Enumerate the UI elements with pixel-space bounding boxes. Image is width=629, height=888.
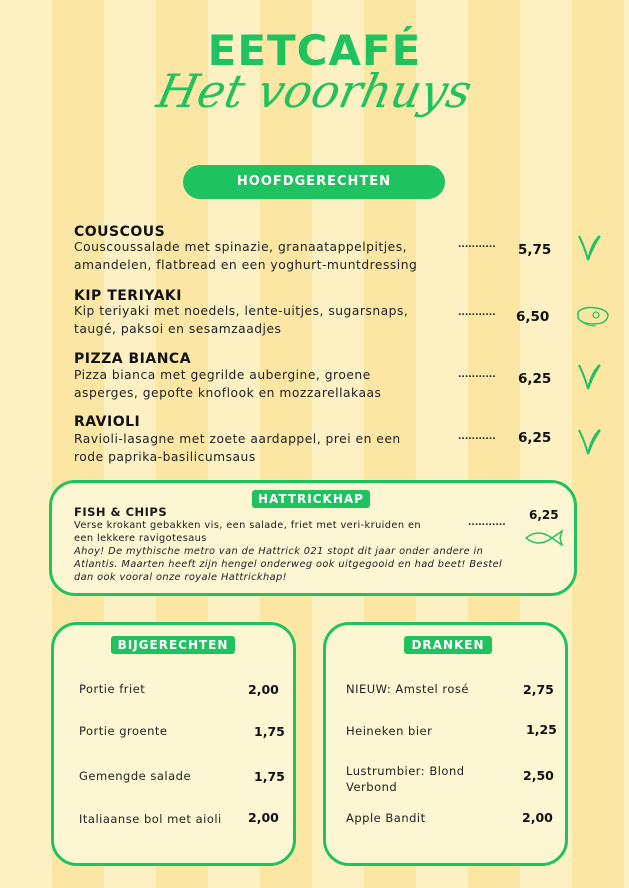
cafe-subtitle: Het voorhuys — [152, 64, 477, 118]
drink-item-label: NIEUW: Amstel rosé — [346, 682, 469, 696]
dot-leader: ........... — [458, 240, 496, 250]
menu-item — [74, 288, 614, 340]
dot-leader: ........... — [458, 308, 496, 318]
dot-leader: ........... — [458, 432, 496, 442]
leaf-icon — [576, 232, 602, 262]
dish-description: Couscoussalade met spinazie, granaatappelpitjes, — [74, 240, 408, 254]
dish-description: amandelen, flatbread en een yoghurt-muntdressing — [74, 258, 418, 272]
dish-name: COUSCOUS — [74, 224, 166, 240]
drinks-box — [323, 622, 568, 866]
fish-icon — [524, 528, 564, 548]
special-description: Verse krokant gebakken vis, een salade, friet met veri-kruiden en — [74, 520, 422, 531]
dish-price: 6,25 — [518, 430, 552, 446]
cafe-title: EETCAFÉ — [207, 26, 422, 75]
drink-item-label-line2: Verbond — [346, 780, 398, 794]
special-note: Atlantis. Maarten heeft zijn hengel onderweg ook uitgegooid en had beet! Bestel — [74, 559, 503, 570]
dish-description: Ravioli-lasagne met zoete aardappel, prei en een — [74, 432, 401, 446]
side-item-label: Portie friet — [79, 682, 146, 696]
drink-item-label: Apple Bandit — [346, 811, 426, 825]
section-label-main: HOOFDGERECHTEN — [183, 165, 445, 199]
menu-item — [74, 351, 614, 403]
sides-box — [51, 622, 296, 866]
side-item-price: 1,75 — [254, 724, 285, 739]
menu-item — [74, 414, 614, 466]
dish-description: taugé, paksoi en sesamzaadjes — [74, 322, 282, 336]
side-item-label: Italiaanse bol met aioli — [79, 812, 222, 826]
dish-name: RAVIOLI — [74, 414, 141, 430]
dish-price: 6,50 — [516, 309, 550, 325]
drinks-tag: DRANKEN — [404, 636, 492, 654]
side-item-price: 1,75 — [254, 769, 285, 784]
drink-item-price: 1,25 — [526, 722, 557, 737]
menu-item — [74, 224, 614, 276]
dish-price: 5,75 — [518, 242, 552, 258]
special-name: FISH & CHIPS — [74, 505, 168, 519]
special-note: Ahoy! De mythische metro van de Hattrick 021 stopt dit jaar onder andere in — [74, 546, 484, 557]
dish-description: Kip teriyaki met noedels, lente-uitjes, sugarsnaps, — [74, 304, 409, 318]
meat-icon — [574, 304, 612, 328]
dot-leader: ........... — [458, 370, 496, 380]
dish-description: rode paprika-basilicumsaus — [74, 450, 256, 464]
special-price: 6,25 — [529, 508, 559, 522]
side-item-label: Gemengde salade — [79, 769, 192, 783]
leaf-icon — [576, 426, 602, 456]
dish-name: PIZZA BIANCA — [74, 351, 192, 367]
leaf-icon — [576, 361, 602, 391]
drink-item-label: Lustrumbier: Blond — [346, 764, 465, 778]
drink-item-price: 2,75 — [523, 682, 554, 697]
dot-leader: ........... — [468, 518, 506, 528]
special-tag: HATTRICKHAP — [252, 490, 370, 508]
dish-description: Pizza bianca met gegrilde aubergine, groene — [74, 368, 371, 382]
drink-item-price: 2,00 — [522, 810, 553, 825]
dish-price: 6,25 — [518, 371, 552, 387]
side-item-price: 2,00 — [248, 810, 279, 825]
special-note: dan ook vooral onze royale Hattrickhap! — [74, 572, 287, 583]
side-item-label: Portie groente — [79, 724, 168, 738]
drink-item-price: 2,50 — [523, 768, 554, 783]
side-item-price: 2,00 — [248, 682, 279, 697]
sides-tag: BIJGERECHTEN — [111, 636, 235, 654]
dish-description: asperges, gepofte knoflook en mozzarellakaas — [74, 386, 382, 400]
dish-name: KIP TERIYAKI — [74, 288, 182, 304]
drink-item-label: Heineken bier — [346, 724, 433, 738]
special-description: een lekkere ravigotesaus — [74, 533, 207, 544]
